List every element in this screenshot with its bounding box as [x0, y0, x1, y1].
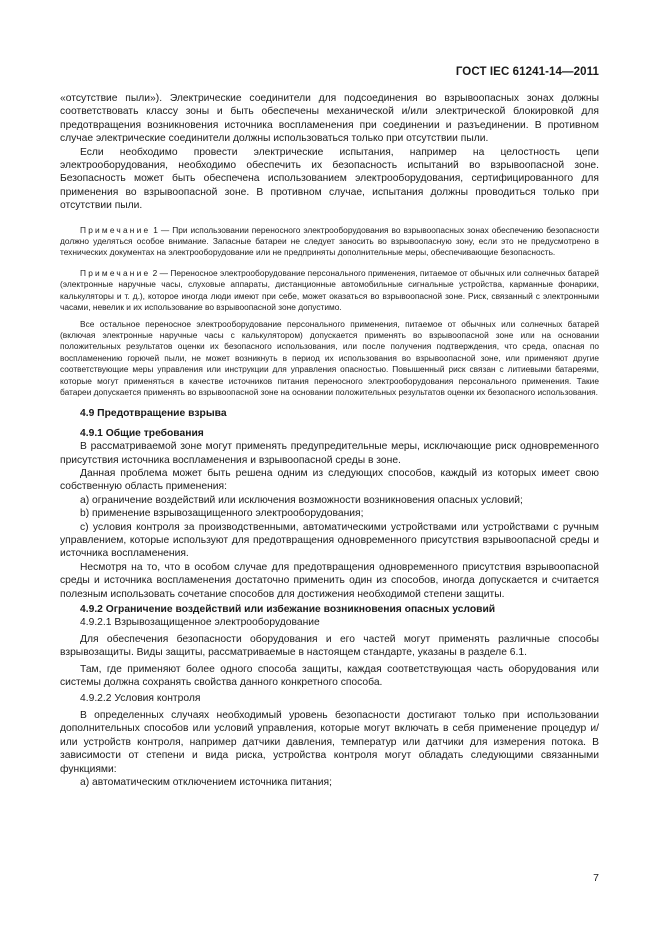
- list-item-c: с) условия контроля за производственными, автоматическими устройствами или устройствами с ручным управлением, которые используют для предотвращения одновременного присутствия взрывоопасной среды и источника воспламенения.: [60, 521, 599, 560]
- note-text: 1 — При использовании переносного электрооборудования во взрывоопасных зонах обеспечению безопасности должно уделяться особое внимание. Запасные батареи не следует заносить во взрывоопасную зону, если это не предусмотрено в технических документах на электрооборудование или не предприняты дополнительные меры, обеспечивающие безопасность.: [60, 224, 599, 258]
- page-content: [60, 92, 599, 789]
- note-text: 2 — Переносное электрооборудование персонального применения, питаемое от обычных или солнечных батарей (электронные наручные часы, слуховые аппараты, дистанционные автомобильные сигнальные устройства, карманные фонарики, калькуляторы и т. д.), которое иногда люди имеют при себе, может оказаться во взрывоопасной зоне. Риск, связанный с электронными часами, невелик и их использование во взрывоопасной зоне допустимо.: [60, 267, 599, 313]
- paragraph: «отсутствие пыли»). Электрические соединители для подсоединения во взрывоопасных зонах должны соответствовать классу зоны и быть обеспечены механической и/или электрической блокировкой для предотвращения возникновения источника воспламенения при соединении и разъединении. В противном случае электрические соединители должны использоваться только при отсутствии пыли.: [60, 93, 599, 145]
- note-label: Примечание: [80, 267, 151, 278]
- section-heading-4-9-2: 4.9.2 Ограничение воздействий или избежание возникновения опасных условий: [80, 604, 496, 616]
- list-item-b: b) применение взрывозащищенного электрооборудования;: [80, 508, 364, 520]
- section-heading-4-9: 4.9 Предотвращение взрыва: [80, 408, 227, 420]
- paragraph: Несмотря на то, что в особом случае для предотвращения одновременного присутствия взрывоопасной среды и источника воспламенения достаточно применить один из способов, иногда допускается и считается полезным использовать сочетание способов для достижения необходимой степени защиты.: [60, 561, 599, 600]
- subsection-heading-4-9-2-2: 4.9.2.2 Условия контроля: [80, 693, 201, 705]
- paragraph: В определенных случаях необходимый уровень безопасности достигают только при использовании дополнительных способов или условий управления, которые могут включать в себя применение процедур и/или устройств контроля, например датчики давления, температур или датчики для измерения потока. В зависимости от степени и вида риска, устройства контроля могут обладать следующими связанными функциями:: [60, 709, 599, 775]
- list-item-a: а) автоматическим отключением источника питания;: [80, 776, 332, 788]
- paragraph: Для обеспечения безопасности оборудования и его частей могут применять различные способы взрывозащиты. Виды защиты, рассматриваемые в настоящем стандарте, указаны в разделе 6.1.: [60, 633, 599, 659]
- section-heading-4-9-1: 4.9.1 Общие требования: [80, 427, 204, 439]
- subsection-heading-4-9-2-1: 4.9.2.1 Взрывозащищенное электрооборудование: [80, 617, 320, 629]
- note-2-continued: Все остальное переносное электрооборудование персонального применения, питаемое от обычных или солнечных батарей (включая электронные наручные часы с калькулятором) допускается применять во взрывоопасной зоне или на основании положительных результатов оценки их безопасного использования, или после получения подтверждения, что среда, опасная по воспламенению горючей пыли, не может возникнуть в период их использования во взрывоопасной зоне, или применяют другие соответствующие меры управления или инструкции для управления опасностью. Повышенный риск связан с литиевыми батареями, которые могут применяться в качестве источников питания переносного электрооборудования персонального применения. Такие батареи допускается применять во взрывоопасной зоне на основании положительных результатов оценки их безопасного использования.: [60, 318, 599, 397]
- note-1: [60, 225, 599, 259]
- paragraph: В рассматриваемой зоне могут применять предупредительные меры, исключающие риск одновременного присутствия источника воспламенения и взрывоопасной среды в зоне.: [60, 441, 599, 466]
- paragraph: Если необходимо провести электрические испытания, например на целостность цепи электрооборудования, необходимо обеспечить их безопасность испытаний во взрывоопасной зоне. Безопасность может быть обеспечена использованием электрооборудования, сертифицированного для применения во взрывоопасной зоне. В противном случае, испытания должны проводиться только при отсутствии пыли.: [60, 146, 599, 212]
- note-2: [60, 268, 599, 314]
- paragraph: Там, где применяют более одного способа защиты, каждая соответствующая часть оборудования или системы должна сохранять свойства данного конкретного способа.: [60, 663, 599, 689]
- paragraph: Данная проблема может быть решена одним из следующих способов, каждый из которых имеет свою собственную область применения:: [60, 467, 599, 493]
- note-label: Примечание: [80, 224, 151, 235]
- page-number: 7: [593, 872, 599, 884]
- list-item-a: а) ограничение воздействий или исключения возможности возникновения опасных условий;: [80, 494, 523, 506]
- document-header: ГОСТ IEC 61241-14—2011: [455, 66, 599, 78]
